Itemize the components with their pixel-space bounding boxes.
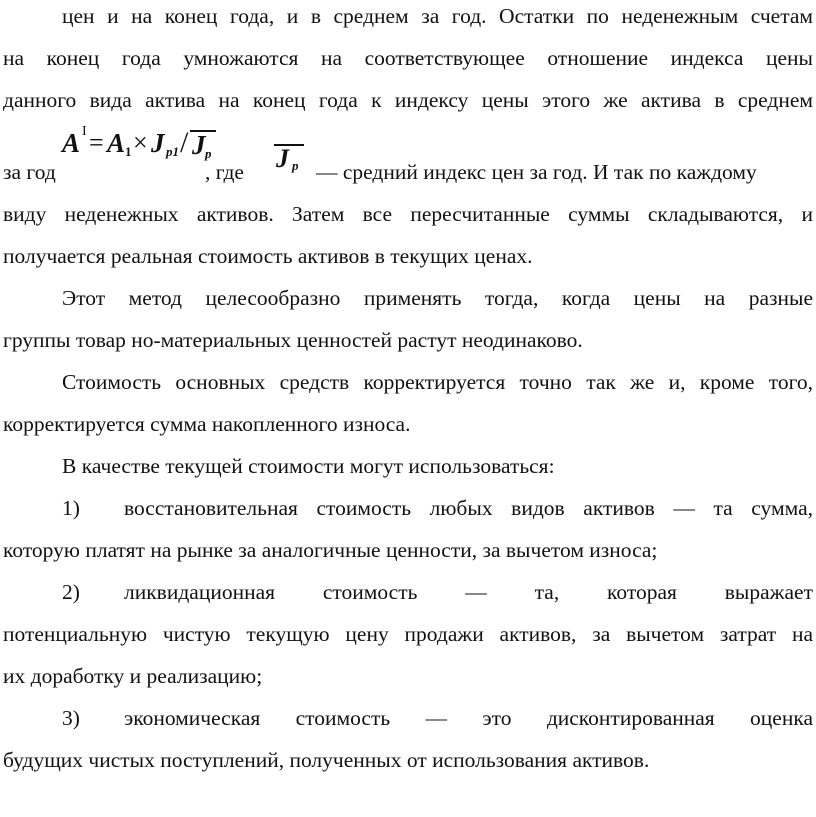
formula-a1-sub: 1: [125, 144, 132, 159]
text-line-11: В качестве текущей стоимости могут использоваться:: [62, 454, 555, 478]
formula-j: J: [151, 128, 165, 158]
list-item-2-continuation-1: потенциальную чистую текущую цену продажи активов, за вычетом затрат на: [3, 622, 813, 646]
text-line-7: Этот метод целесообразно применять тогда, когда цены на разные: [62, 286, 813, 310]
text-line-6: получается реальная стоимость активов в текущих ценах.: [3, 244, 533, 268]
text-line-1: цен и на конец года, и в среднем за год. Остатки по неденежным счетам: [62, 4, 813, 28]
list-item-3-text: экономическая стоимость — это дисконтированная оценка: [124, 706, 813, 730]
text-line-9: Стоимость основных средств корректируется точно так же и, кроме того,: [62, 370, 813, 394]
formula-jbar-sub: p: [205, 146, 212, 161]
formula-times: ×: [133, 128, 148, 157]
text-line-10: корректируется сумма накопленного износа.: [3, 412, 411, 436]
formula-avg-j-sub: p: [292, 158, 299, 173]
list-item-3-continuation: будущих чистых поступлений, полученных от использования активов.: [3, 748, 650, 772]
formula-main: [62, 124, 212, 174]
formula-equals: =: [89, 128, 104, 157]
text-line-4-end: — средний индекс цен за год. И так по каждому: [316, 160, 757, 184]
formula-a1: A: [107, 128, 126, 158]
text-line-8: группы товар но-материальных ценностей растут неодинаково.: [3, 328, 583, 352]
formula-a: A: [62, 128, 81, 158]
text-line-3: данного вида актива на конец года к индексу цены этого же актива в среднем: [3, 88, 813, 112]
list-item-1-text: восстановительная стоимость любых видов активов — та сумма,: [124, 496, 813, 520]
formula-prime: I: [82, 124, 87, 139]
formula-jbar: J: [192, 130, 206, 160]
text-line-4-where: , где: [205, 160, 244, 184]
formula-j-sub: p1: [166, 144, 179, 159]
formula-avg-j: J: [276, 144, 289, 173]
formula-slash: /: [180, 126, 189, 159]
formula-avg-index: [272, 142, 312, 178]
text-line-5: виду неденежных активов. Затем все пересчитанные суммы складываются, и: [3, 202, 813, 226]
list-number-1: 1): [62, 496, 80, 520]
list-item-1-continuation: которую платят на рынке за аналогичные ценности, за вычетом износа;: [3, 538, 658, 562]
text-line-4-start: за год: [3, 160, 56, 184]
text-line-2: на конец года умножаются на соответствующее отношение индекса цены: [3, 46, 813, 70]
list-item-2-text: ликвидационная стоимость — та, которая выражает: [124, 580, 813, 604]
list-number-3: 3): [62, 706, 80, 730]
list-item-2-continuation-2: их доработку и реализацию;: [3, 664, 263, 688]
list-number-2: 2): [62, 580, 80, 604]
